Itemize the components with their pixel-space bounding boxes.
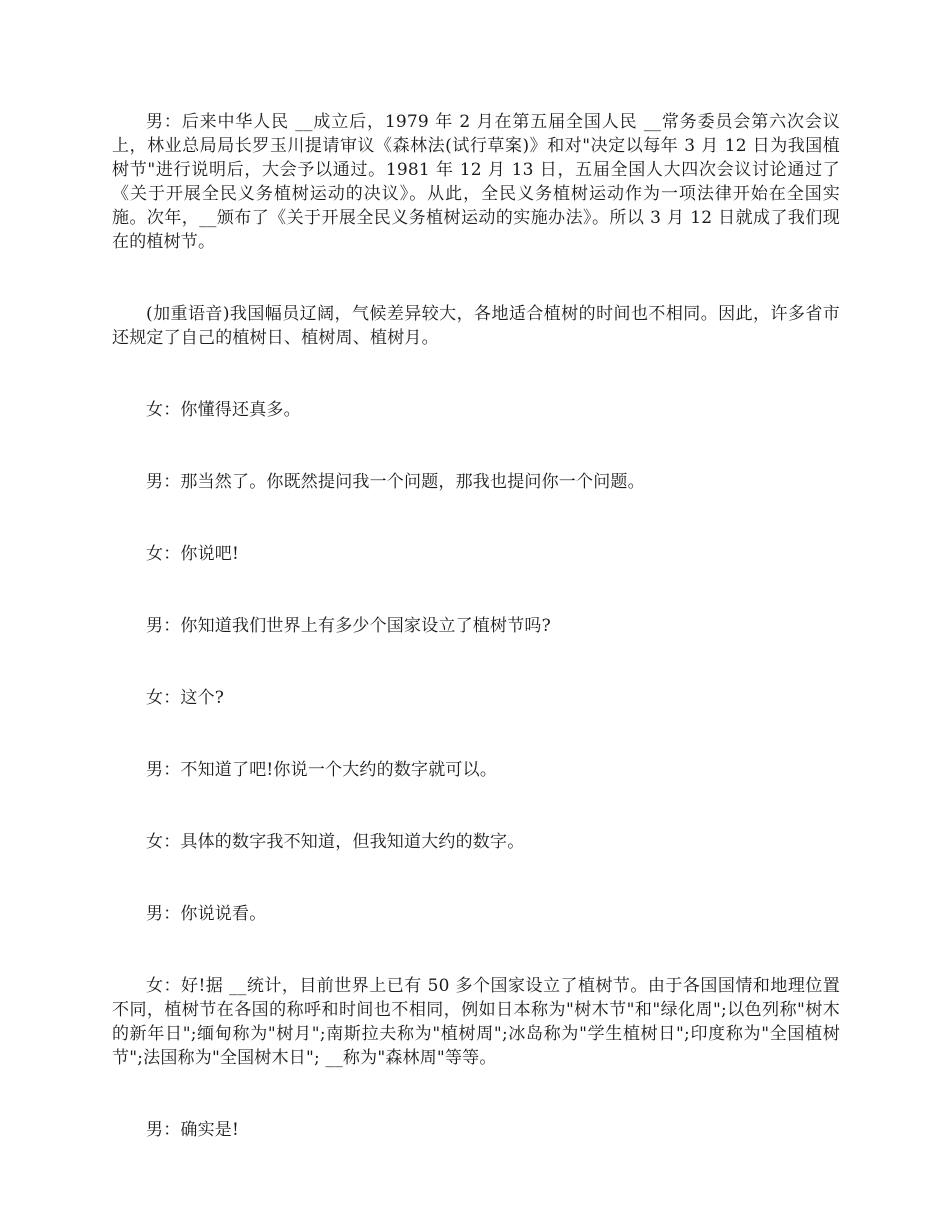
dialogue-line: 女：这个? [146,688,225,708]
dialogue-line: 男：那当然了。你既然提问我一个问题，那我也提问你一个问题。 [146,472,645,492]
dialogue-line: 女：你懂得还真多。 [146,400,301,420]
dialogue-line: 男：你说说看。 [146,904,267,924]
dialogue-line: 男：不知道了吧!你说一个大约的数字就可以。 [146,760,498,780]
dialogue-line: 女：你说吧! [146,544,240,564]
paragraph-regional-dates: (加重语音)我国幅员辽阔，气候差异较大，各地适合植树的时间也不相同。因此，许多省市还规定了自己的植树日、植树周、植树月。 [112,304,840,348]
dialogue-line: 男：确实是! [146,1120,240,1140]
paragraph-history: 男：后来中华人民 __成立后，1979 年 2 月在第五届全国人民 __常务委员会第六次会议上，林业总局局长罗玉川提请审议《森林法(试行草案)》和对"决定以每年 3 月 12 日为我国植树节"进行说明后，大会予以通过。1981 年 12 月 13 日，五届全国人大四次会议讨论通过了《关于开展全民义务植树运动的决议》。从此，全民义务植树运动作为一项法律开始在全国实施。次年，__颁布了《关于开展全民义务植树运动的实施办法》。所以 3 月 12 日就成了我们现在的植树节。 [112,112,840,252]
dialogue-line: 女：具体的数字我不知道，但我知道大约的数字。 [146,832,525,852]
paragraph-world-tree-days: 女：好!据 __统计，目前世界上已有 50 多个国家设立了植树节。由于各国国情和地理位置不同，植树节在各国的称呼和时间也不相同，例如日本称为"树木节"和"绿化周";以色列称"树木的新年日";缅甸称为"树月";南斯拉夫称为"植树周";冰岛称为"学生植树日";印度称为"全国植树节";法国称为"全国树木日"; __称为"森林周"等等。 [112,976,840,1068]
dialogue-line: 男：你知道我们世界上有多少个国家设立了植树节吗? [146,616,551,636]
